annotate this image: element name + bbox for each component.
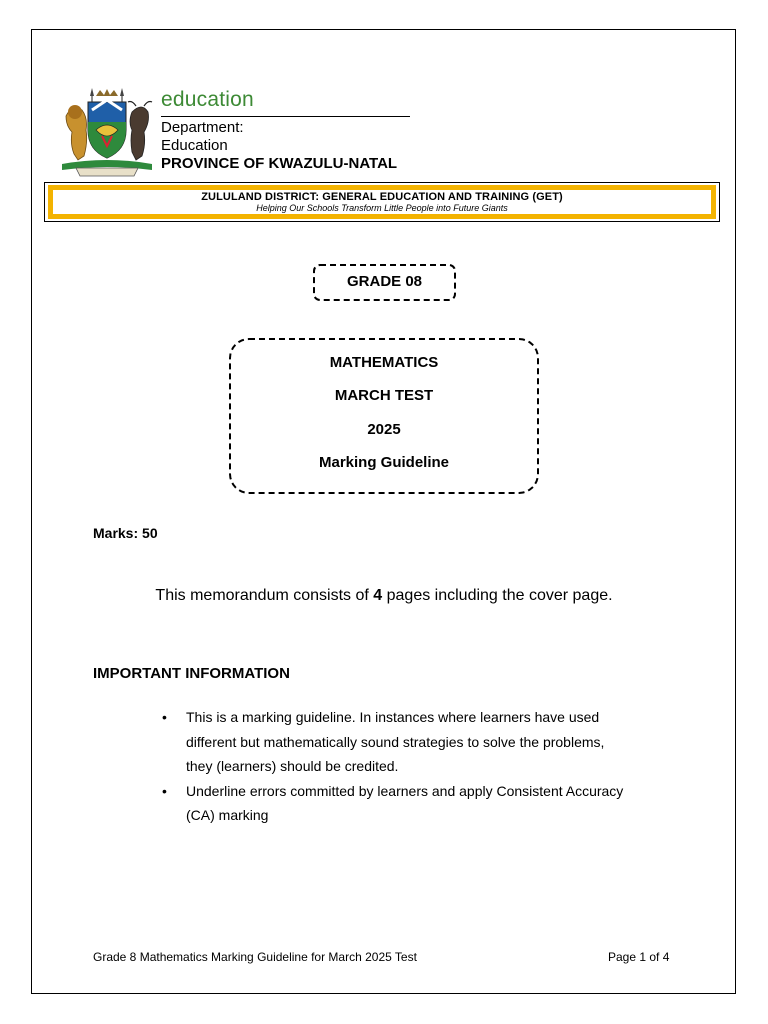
footer-page-number: Page 1 of 4 [608,950,670,964]
district-banner-title: ZULULAND DISTRICT: GENERAL EDUCATION AND TRAINING (GET) [201,191,563,203]
important-list [162,705,686,828]
education-logo-word: education [161,88,254,111]
memo-prefix: This memorandum consists of [155,587,374,604]
document-type: Marking Guideline [318,454,450,471]
grade-box: GRADE 08 [313,264,456,301]
province-name: PROVINCE OF KWAZULU-NATAL [161,155,398,172]
subject-box [229,338,539,494]
list-item [162,705,686,779]
district-banner [44,182,720,222]
test-year: 2025 [367,421,401,438]
district-banner-inner [48,185,716,219]
district-banner-subtitle: Helping Our Schools Transform Little People into Future Giants [256,203,508,213]
memo-pages: 4 [373,587,383,604]
list-item [162,779,686,828]
important-heading: IMPORTANT INFORMATION [93,665,290,682]
memo-suffix: pages including the cover page. [382,587,613,604]
marks-line [93,525,158,541]
marks-label: Marks [93,525,134,541]
subject-name: MATHEMATICS [329,354,439,371]
list-item-line: (CA) marking [186,807,269,823]
bullet: • [162,782,167,799]
coat-of-arms-icon [58,86,156,178]
list-item-line: different but mathematically sound strategies to solve the problems, [186,733,605,750]
list-item-line: they (learners) should be credited. [186,758,399,774]
department-name: Education [161,137,228,154]
logo-divider [161,116,410,117]
department-label: Department: [161,119,244,136]
memo-page-count [0,587,768,605]
list-item-line: This is a marking guideline. In instances where learners have used [186,709,600,725]
marks-value: 50 [142,525,158,541]
footer-document-title: Grade 8 Mathematics Marking Guideline for March 2025 Test [93,950,417,964]
bullet: • [162,709,167,725]
list-item-line: Underline errors committed by learners and apply Consistent Accuracy [186,782,624,799]
test-name: MARCH TEST [334,387,434,404]
marks-separator: : [133,525,139,541]
